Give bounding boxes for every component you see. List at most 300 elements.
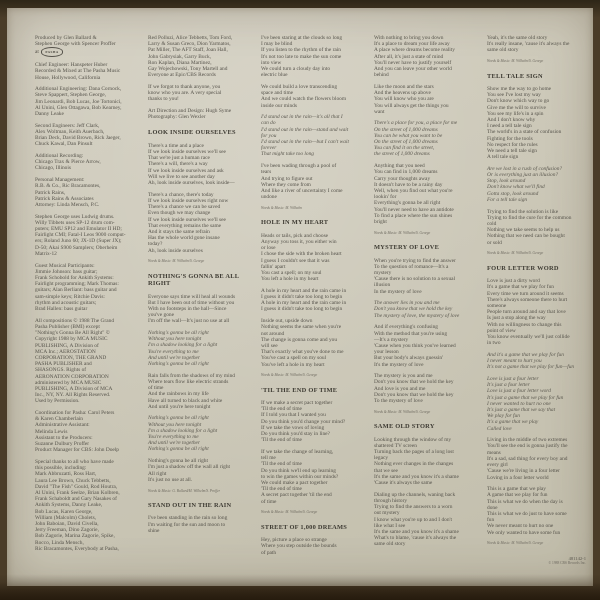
chorus-line: The mystery of love, the mystery of love	[374, 312, 460, 319]
text-line: electric blue	[261, 72, 288, 79]
text-line: Fairlight programming; Mark Thomas:	[35, 281, 119, 288]
writer-credit: Words & Music: M. Wilhelm/S. George	[487, 251, 544, 256]
text-line: With no willingness to change this	[487, 321, 562, 328]
chorus-line: That might take too long	[261, 151, 315, 158]
text-line: Frank Schobold for Ankith Systems:	[35, 275, 114, 281]
text-line: And you can leave your other world	[374, 66, 452, 73]
text-line: We could make a pact together	[261, 480, 328, 486]
text-line: It's the mystery of love	[374, 361, 424, 368]
text-line: Trying to find the answers to a worn	[374, 504, 453, 511]
text-block	[261, 163, 362, 200]
text-line: Like the moon and the stars	[374, 83, 434, 90]
chorus-line: And until we're together	[148, 354, 201, 361]
text-block	[35, 86, 136, 117]
text-line: Chicago, Illinois	[35, 165, 71, 172]
text-line: Fairlight CMI; Fatal-I Leos 9000 comput-	[35, 232, 126, 239]
text-block	[374, 324, 475, 367]
text-line: A tell tale sign	[487, 154, 519, 161]
text-line: I guess it didn't take too long to begin	[261, 294, 343, 301]
text-line: Jimmie Johnson: bass guitar;	[35, 268, 98, 275]
text-line: To find a place where the sun shines	[374, 212, 453, 219]
text-line: That we're just a human race	[148, 155, 210, 162]
text-line: And the heavens up above	[374, 90, 431, 97]
text-line: SHASONGS. Rights of	[35, 367, 87, 374]
text-line: A hole in my heart and the rain came in	[261, 287, 347, 294]
text-line: of time	[148, 385, 164, 392]
text-block	[35, 214, 136, 257]
text-line: mystery	[374, 269, 392, 276]
text-block	[261, 233, 362, 283]
text-line: not around	[261, 330, 285, 337]
writer-credit: Words & Music: M. Wilhelm/S. George	[487, 59, 544, 64]
text-line: Chief Engineer: Hanspeter Huber	[35, 62, 108, 69]
text-line: Everything's gonna be all right	[374, 200, 441, 207]
text-line: I chose the side with the broken heart	[261, 251, 342, 258]
text-line: Is just a stop along the way	[487, 315, 546, 322]
text-line: Gay Wojechowski, Tony Martell and	[148, 66, 228, 73]
text-line: inside our minds	[261, 102, 297, 109]
text-line: Nothing that we need can be bought	[487, 233, 565, 240]
text-line: That everything remains the same	[148, 222, 222, 229]
writer-credit: Words & Music: M. Wilhelm/S. George	[148, 259, 205, 264]
text-line: Carry your thoughts away	[374, 175, 431, 182]
text-block	[148, 108, 249, 120]
text-line: Patrick Rains & Associates	[35, 195, 94, 202]
text-line: I know what you're up to and I don't	[374, 516, 452, 523]
text-line: Jim Leonardi, Bob Lucas, Joe Tortonici,	[35, 98, 122, 105]
text-line: Looking through the window of my	[374, 436, 452, 443]
text-line: Brian Deck, David Brown, Rick Jaeger,	[35, 135, 121, 142]
chorus-line: It's a game that we play	[487, 419, 539, 426]
chorus-block	[148, 330, 249, 367]
chorus-block	[261, 114, 362, 157]
text-line: MCA Inc.; AEROSTATION	[35, 348, 96, 355]
text-line: It's really insane, 'cause it's always the	[487, 41, 570, 48]
text-line: If we look inside ourselves we'll see	[148, 149, 226, 156]
text-line: Inc., NY, NY. All Rights Reserved.	[35, 392, 111, 399]
text-line: There's always someone there to hurt	[487, 296, 568, 303]
text-line: Mark Abbruzatti, Ross Hart,	[35, 471, 97, 478]
text-line: Where they come from	[261, 181, 311, 188]
text-line: bright	[374, 218, 387, 225]
text-line: shine	[148, 527, 160, 534]
pasha-logo: PASHA	[41, 47, 63, 56]
text-line: Where you step outside the bounds	[261, 543, 337, 550]
text-line: All right	[148, 470, 167, 477]
chorus-line: You're everything to me	[148, 434, 199, 441]
text-line: You see my life's in a spin	[487, 110, 544, 117]
text-line: I'm just a shadow off the wall all right	[148, 464, 231, 471]
text-line: Ron Kaplan, Diana Martinez,	[148, 59, 212, 66]
text-line: means	[487, 449, 501, 456]
text-block	[374, 35, 475, 78]
chorus-block	[148, 415, 249, 452]
text-line: Everyone at Epic/CBS Records	[148, 72, 216, 79]
text-line: Living in the middle of two extremes	[487, 437, 568, 444]
text-block	[374, 492, 475, 548]
text-line: A place where dreams become reality	[374, 47, 455, 54]
text-line: ers; Roland Juno 60; JX-1D (Super JX);	[35, 238, 122, 245]
text-line: Additional Engineering: Dana Cornock,	[35, 86, 122, 93]
text-line: And love is you and me	[374, 385, 426, 392]
chorus-line: Called love	[487, 425, 512, 432]
text-line: 'Cause when you think you've learned	[374, 342, 456, 349]
text-line: Product Manager for CBS: John Doelp	[35, 447, 119, 454]
song-title: STREET OF 1,000 DREAMS	[261, 523, 348, 531]
text-line: That's exactly what you've done to me	[261, 349, 344, 356]
text-line: John Baboian, David Civella,	[35, 521, 99, 528]
text-block	[487, 35, 588, 54]
text-line: If we look inside ourselves and ask	[148, 167, 224, 174]
text-line: Stephen George uses Ludwig drums.	[35, 213, 115, 220]
text-line: We could build a love transcending	[261, 83, 338, 90]
chorus-line: For a tell tale sign	[487, 196, 528, 203]
text-column	[261, 35, 362, 566]
text-line: Attorney: Linda Mensch, P.C.	[35, 201, 100, 208]
text-line: All compositions © 1988 The Grand	[35, 317, 115, 324]
text-line: This is what we do just to have some	[487, 511, 567, 518]
text-line: If we make a secret pact together	[261, 400, 333, 407]
text-line: of path	[261, 549, 277, 556]
text-line: I need a tell tale sign	[487, 123, 532, 130]
text-line: Pat Miller, The AFT Staff, Joan Hall,	[148, 47, 228, 54]
text-line: Ah, look inside ourselves, look inside—	[148, 180, 235, 187]
song-title: LOOK INSIDE OURSELVES	[148, 129, 236, 137]
text-line: There's a chance, there's today	[148, 191, 214, 198]
text-line: Pasha Publisher (BMI) except	[35, 323, 100, 330]
text-block	[148, 373, 249, 410]
text-line: This is a game that we play	[487, 486, 546, 493]
text-line: Al Unini, Frank Seelze, Brian Kolbren,	[35, 490, 120, 496]
chorus-block	[374, 300, 475, 319]
text-line: & Karen Chamberlain	[35, 416, 83, 423]
text-line: It's a sad, sad thing for every boy and	[487, 455, 568, 462]
text-line: You've left a hole in my heart	[261, 361, 325, 368]
text-line: CORPORATION, THE GRAND	[35, 354, 107, 361]
text-block	[261, 35, 362, 78]
text-block	[35, 153, 136, 172]
writer-credit: Words & Music: M. Wilhelm/S. George	[261, 373, 318, 378]
writer-credit: Words & Music: G. Ballard/M. Wilhelm/S. Proffer	[148, 488, 221, 493]
text-line: And trying to figure out	[261, 175, 313, 182]
text-line: Everyone says time will heal all wounds	[148, 293, 236, 300]
text-block	[487, 86, 588, 160]
text-line: It's just no use at all.	[148, 476, 193, 483]
chorus-line: can do	[261, 120, 276, 127]
writer-credit: Words & Music: M. Wilhelm/S. George	[374, 409, 431, 414]
text-block	[374, 373, 475, 404]
text-line: You'll never need to have an antidote	[374, 206, 454, 213]
text-line: Trying to find the cure for the common	[487, 214, 572, 221]
text-block	[148, 458, 249, 483]
text-line: Steve Spappert, Stephen George,	[35, 92, 107, 99]
chorus-line: Stop, look around	[487, 178, 526, 185]
chorus-line: Or is everything just an illusion?	[487, 172, 559, 179]
chorus-line: Nothing's gonna be all right	[148, 446, 209, 453]
text-line: If we look inside ourselves right now	[148, 197, 229, 204]
text-line: Fighting for the tools	[487, 135, 533, 142]
text-line: Personal Management:	[35, 177, 85, 184]
text-block	[148, 35, 249, 78]
text-line: William (Malcolm) Cholets,	[35, 514, 97, 521]
text-line: You left a hole in my heart	[261, 276, 319, 283]
chorus-block	[374, 120, 475, 157]
chorus-line: I'd stand out in the rain—but I can't wait	[261, 139, 349, 146]
text-line: Red Polluzi, Alice Tebbetts, Tom Ford,	[148, 35, 233, 41]
text-line: rhythm and acoustic guitars;	[35, 299, 97, 306]
chorus-line: It's just a game that we say that	[487, 406, 556, 413]
text-line: tears	[261, 169, 272, 176]
text-line: You've cast a spell on my soul	[261, 355, 327, 362]
song-title: MYSTERY OF LOVE	[374, 244, 440, 252]
text-line: lookin' for	[374, 194, 397, 201]
text-line: You will know who you are	[374, 96, 434, 103]
text-line: Stephen George with Spencer Proffer	[35, 41, 116, 48]
chorus-line: Without you here tonight	[148, 421, 202, 428]
text-line: cold	[487, 220, 497, 227]
text-line: D-50; Akai S900 Samplers; Oberheim	[35, 244, 118, 251]
text-line: With the method that you're using	[374, 330, 448, 337]
text-line: Anything that you need	[374, 163, 425, 170]
text-line: I've been wading through a pool of	[261, 163, 337, 170]
text-line: Special thanks to all who have made	[35, 458, 114, 465]
text-line: Rain falls from the shadows of my mind	[148, 372, 235, 379]
catalog-block	[487, 556, 588, 566]
text-line: A game that we play for fun	[487, 492, 548, 499]
chorus-line: for you	[261, 132, 277, 139]
text-block	[261, 318, 362, 368]
text-line: out mystery	[374, 510, 400, 517]
chorus-line: Are we lost in a rush of confusion?	[487, 165, 563, 172]
text-line: undone	[261, 194, 277, 201]
text-line: Al Unini, Glen Ottagawa, Bob Kearney,	[35, 104, 122, 111]
text-line: You'll never have to justify yourself	[374, 59, 452, 66]
text-line: If we take the vows of loving	[261, 424, 325, 431]
text-line: Ah, look inside ourselves	[148, 247, 203, 254]
text-line: space and time	[261, 90, 294, 97]
text-line: PUBLISHING, A Division of	[35, 342, 99, 349]
chorus-block	[487, 166, 588, 203]
text-line: 'Til the end of time	[261, 486, 302, 493]
text-line: Inside out, upside down	[261, 318, 313, 325]
text-line: And it stays the same refrain	[148, 228, 210, 235]
chorus-line: On the street of 1,000 dreams	[374, 139, 438, 146]
text-line: I may be blind	[261, 41, 293, 48]
text-line: sam-simple keys; Ritchie Davis:	[35, 293, 105, 300]
text-line: Melinda Lewis	[35, 428, 68, 435]
text-line: Don't you know that we hold the key	[374, 391, 454, 398]
text-line: "Nothing's Gonna Be All Right" ©	[35, 330, 110, 337]
text-line: PUBLISHING, A Division of MCA	[35, 385, 113, 392]
chorus-line: I'm a shadow looking for a light	[148, 342, 218, 349]
writer-credit: Words & Music: M. Wilhelm/S. George	[374, 230, 431, 235]
text-line: A secret pact together 'til the end	[261, 492, 332, 499]
text-line: know who you are. A very special	[148, 90, 222, 97]
text-line: Rocco, Linda Mensch,	[35, 539, 84, 546]
catalog-number: 481142-1	[568, 555, 586, 561]
text-line: Suzanne Dulbury Proffer	[35, 441, 90, 448]
chorus-line: It's just a game that we play for fun	[487, 394, 564, 401]
text-line: point of view	[487, 327, 516, 334]
text-block	[35, 410, 136, 453]
text-line: If we look inside ourselves we'll see	[148, 216, 226, 223]
text-line: And we could watch the flowers bloom	[261, 96, 347, 103]
text-line: Don't know which way to go	[487, 98, 550, 105]
text-line: Brad Hallen: bass guitar	[35, 306, 88, 313]
text-line: Chuck Kawal, Dan Pinsult	[35, 141, 93, 148]
song-title: TELL TALE SIGN	[487, 72, 543, 80]
text-line: Nothing we take seems to help us	[487, 227, 560, 234]
text-block	[487, 486, 588, 536]
text-line: this possible, including:	[35, 465, 87, 472]
text-line: Love is just a dirty word	[487, 278, 540, 285]
text-line: Turning back the pages of a long lost	[374, 448, 454, 455]
text-line: We only wanted to have some fun	[487, 529, 561, 536]
chorus-line: And it's a game that we play for fun	[487, 351, 564, 358]
chorus-line: the street of 1,000 dreams	[374, 151, 430, 158]
text-line: or sold	[487, 239, 502, 246]
text-line: There's a time and a place	[148, 142, 204, 149]
text-line: The mystery is you and me	[374, 373, 433, 380]
text-line: Patrick Rains,	[35, 189, 66, 196]
text-line: It's a place to dream your life away	[374, 41, 450, 48]
text-block	[261, 400, 362, 443]
text-block	[374, 84, 475, 115]
text-line: fun	[487, 517, 495, 524]
text-line: With no footsteps in the hall—Since	[148, 305, 227, 312]
text-line: someone	[487, 302, 507, 309]
text-line: Give me the will to survive	[487, 104, 546, 111]
text-block	[374, 258, 475, 295]
text-line: House, Hollywood, California	[35, 74, 101, 81]
text-line: Nothing's gonna be all right	[148, 458, 208, 465]
text-block	[261, 288, 362, 313]
song-title: HOLE IN MY HEART	[261, 219, 329, 227]
writer-credit: Words & Music: M. Wilhelm	[261, 205, 302, 210]
text-line: It's a game that we play for fun	[487, 284, 554, 291]
text-line: Used by Permission.	[35, 398, 80, 405]
chorus-line: I never meant to hurt you	[487, 358, 542, 365]
text-line: People turn around and say that love	[487, 309, 566, 316]
text-line: A hole in my heart and the rain came in	[261, 300, 347, 307]
text-line: You will always get the things you	[374, 102, 449, 109]
chorus-line: Nothing's gonna be all right	[148, 361, 209, 368]
text-line: in two	[487, 340, 501, 347]
text-line: 'Cause it's always the same	[374, 480, 433, 486]
text-block	[35, 62, 136, 81]
text-line: fallin' apart	[261, 263, 286, 270]
chorus-line: You can be what you want to be	[374, 132, 443, 139]
text-line: Administrative Assistant:	[35, 422, 90, 429]
text-line: You cast a spell; on my soul	[261, 269, 322, 276]
logo-prefix: at	[35, 49, 39, 56]
text-line: Don't you know that we hold the key	[374, 379, 454, 386]
text-line: shattered TV screen	[374, 442, 417, 449]
text-line: to win the games within our minds?	[261, 473, 339, 480]
text-block	[487, 437, 588, 480]
text-line: 'Til the end of time	[261, 461, 302, 468]
text-line: illusion	[374, 282, 391, 289]
text-line: When you're trying to find the answer	[374, 257, 456, 264]
writer-credit: Words & Music: M. Wilhelm/S. George	[487, 541, 544, 546]
lyrics-columns	[35, 35, 588, 566]
text-line: No respect for the rules	[487, 141, 538, 148]
text-line: The change is gonna come and you	[261, 336, 338, 343]
text-line: Where tears flow like electric strands	[148, 378, 229, 385]
chorus-line: Love is just a four letter word	[487, 388, 551, 395]
text-line: But your body's always guessin'	[374, 355, 444, 362]
text-block	[35, 177, 136, 208]
text-block	[374, 437, 475, 487]
text-line: I've been staring at the clouds so long	[261, 35, 343, 41]
text-line: Coordination for Pasha: Carol Peters	[35, 410, 115, 417]
text-line: administered by MCA MUSIC	[35, 379, 102, 386]
text-block	[487, 278, 588, 346]
chorus-block	[487, 352, 588, 371]
text-line: I guess it didn't take too long to begin	[261, 306, 343, 313]
text-line: Trying to find the solution is like	[487, 208, 559, 215]
text-line: It's the same and you know it's a shame	[374, 528, 459, 535]
text-line: And I don't know why	[487, 116, 536, 123]
text-block	[35, 459, 136, 552]
text-line: your lesson	[374, 349, 399, 356]
song-title: SAME OLD STORY	[374, 423, 435, 431]
text-block	[35, 35, 136, 57]
text-block	[261, 537, 362, 556]
text-line: AERONATION CORPORATION	[35, 373, 109, 380]
text-line: With nothing to bring you down	[374, 35, 444, 41]
chorus-line: Gotta stop, look around	[487, 190, 539, 197]
text-line: It doesn't have to be a rainy day	[374, 181, 443, 188]
text-line: Hey, picture a place so strange	[261, 537, 327, 544]
text-line: And the rainbows in my life	[148, 391, 209, 398]
text-line: Yeah, it's the same old story	[487, 35, 548, 41]
text-line: Danny Leake	[35, 111, 64, 118]
text-line: To the question of romance—It's a	[374, 263, 449, 270]
chorus-line: Don't know what we'll find	[487, 184, 545, 191]
text-column	[35, 35, 136, 566]
text-block	[261, 449, 362, 505]
text-line: Chicago Trax & Pierce Arrow,	[35, 159, 101, 166]
text-column	[148, 35, 249, 566]
text-line: you've gone	[148, 312, 174, 319]
text-line: There's a chance we can be saved	[148, 204, 221, 211]
chorus-line: I'd stand out in the rain—stand and wait	[261, 126, 349, 133]
text-line: John Gabrysiak, Garry Buck,	[148, 53, 212, 60]
text-line: To the mystery of love	[374, 398, 423, 405]
text-line: Copyright 1988 by MCA MUSIC	[35, 336, 108, 343]
text-line: Do you think we'll end up learning	[261, 467, 336, 474]
text-line: Even though we may change	[148, 210, 211, 217]
chorus-line: I never wanted to hurt no one	[487, 400, 551, 407]
chorus-line: forever	[261, 145, 277, 152]
text-line: puters; EMU SP12 and Emulator II HD;	[35, 226, 122, 233]
text-block	[261, 84, 362, 109]
text-line: Produced by Glen Ballard &	[35, 35, 97, 41]
text-block	[487, 209, 588, 246]
text-line: Well, when you find out what you're	[374, 187, 453, 194]
text-line: same old story	[374, 541, 406, 548]
chorus-block	[487, 376, 588, 432]
text-line: We need a tell tale sign	[487, 147, 538, 154]
text-block	[148, 84, 249, 103]
chorus-line: There's a place for you, a place for me	[374, 120, 458, 127]
text-line: will see	[261, 342, 278, 349]
text-line: It's the same and you know it's a shame	[374, 473, 459, 480]
chorus-line: You're everything to me	[148, 348, 199, 355]
text-line: of time	[261, 498, 277, 505]
text-block	[35, 318, 136, 405]
